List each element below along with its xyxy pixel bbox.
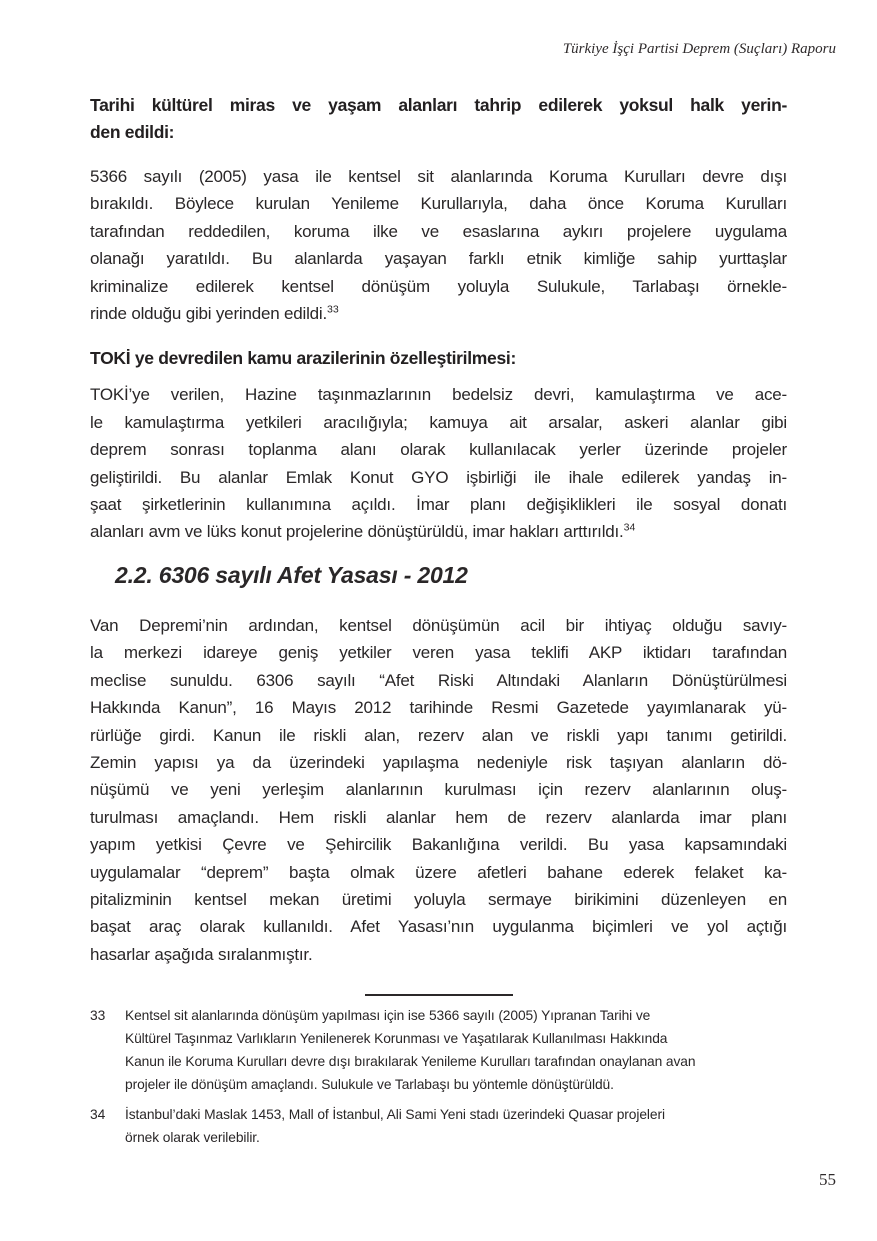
text-line: 5366 sayılı (2005) yasa ile kentsel sit alanlarında Koruma Kurulları devre dışı (90, 167, 787, 186)
para-van-depremi-afet-yasasi (90, 612, 787, 968)
text-line: kriminalize edilerek kentsel dönüşüm yoluyla Sulukule, Tarlabaşı örnekle- (90, 276, 787, 296)
text-line: hasarlar aşağıda sıralanmıştır. (90, 944, 313, 964)
para-5366-yasa (90, 163, 787, 327)
text-line: rürlüğe girdi. Kanun ile riskli alan, rezerv alan ve riskli yapı tanımı getirildi. (90, 725, 787, 745)
running-header: Türkiye İşçi Partisi Deprem (Suçları) Raporu (562, 41, 836, 57)
footnote-ref: 34 (623, 521, 636, 534)
text-line: deprem sonrası toplanma alanı olarak kullanılacak yerler üzerinde projeler (90, 440, 787, 460)
page-content (90, 0, 787, 1150)
body-blocks (90, 92, 787, 968)
footnote-33 (90, 1005, 787, 1096)
footnote-line: Kültürel Taşınmaz Varlıkların Yenilenerek Korunması ve Yaşatılarak Kullanılması Hakkında (125, 1030, 668, 1046)
footnote-line: İstanbul’daki Maslak 1453, Mall of İstanbul, Ali Sami Yeni stadı üzerindeki Quasar projeleri (125, 1107, 665, 1123)
text-line: şaat şirketlerinin kullanımına açıldı. İmar planı değişiklikleri ile sosyal donatı (90, 495, 787, 515)
text-line: nüşümü ve yeni yerleşim alanlarının kurulması için rezerv alanlarının oluş- (90, 780, 787, 800)
text-line: TOKİ’ye verilen, Hazine taşınmazlarının bedelsiz devri, kamulaştırma ve ace- (90, 385, 787, 405)
text-line: Zemin yapısı ya da üzerindeki yapılaşma nedeniyle risk taşıyan alanların dö- (90, 752, 787, 772)
text-line: turulması amaçlandı. Hem riskli alanlar hem de rezerv alanlarda imar planı (90, 807, 787, 827)
text-line: Hakkında Kanun”, 16 Mayıs 2012 tarihinde Resmi Gazetede yayımlanarak yü- (90, 698, 787, 718)
text-line: Van Depremi’nin ardından, kentsel dönüşümün acil bir ihtiyaç olduğu savıy- (90, 615, 787, 635)
para-toki-hazine (90, 381, 787, 545)
text-line: le kamulaştırma yetkileri aracılığıyla; kamuya ait arsalar, askeri alanlar gibi (90, 412, 787, 432)
section-2-2-afet-yasasi-2012 (90, 558, 787, 592)
text-line: başat araç olarak kullanıldı. Afet Yasası’nın uygulanma biçimleri ve yol açtığı (90, 917, 787, 937)
footnote-line: projeler ile dönüşüm amaçlandı. Sulukule ve Tarlabaşı bu yöntemle dönüştürüldü. (125, 1076, 614, 1092)
text-line: uygulamalar “deprem” başta olmak üzere afetleri bahane ederek felaket ka- (90, 862, 787, 882)
heading-tarihi-kulturel-miras (90, 92, 787, 146)
text-line: 2.2. 6306 sayılı Afet Yasası - 2012 (115, 561, 468, 588)
footnote-ref: 33 (327, 303, 339, 316)
text-line: olanağı yaratıldı. Bu alanlarda yaşayan farklı etnik kimliğe sahip yurttaşlar (90, 249, 787, 269)
text-line: la merkezi idareye geniş yetkiler veren yasa teklifi AKP iktidarı tarafından (90, 643, 787, 663)
text-line: pitalizminin kentsel mekan üretimi yoluyla sermaye birikimini düzenleyen en (90, 889, 787, 909)
page-number: 55 (819, 1170, 836, 1189)
heading-toki-kamu-arazileri (90, 345, 787, 372)
footnote-34 (90, 1104, 787, 1150)
text-line: meclise sunuldu. 6306 sayılı “Afet Riski Altındaki Alanların Dönüştürülmesi (90, 670, 787, 690)
text-line: Tarihi kültürel miras ve yaşam alanları tahrip edilerek yoksul halk yerin- (90, 95, 787, 115)
text-line: bırakıldı. Böylece kurulan Yenileme Kurullarıyla, daha önce Koruma Kurulları (90, 194, 787, 214)
text-line: geliştirildi. Bu alanlar Emlak Konut GYO işbirliği ile ihale edilerek yandaş in- (90, 467, 787, 487)
text-line: yapım yetkisi Çevre ve Şehircilik Bakanlığına verildi. Bu yasa kapsamındaki (90, 835, 787, 855)
footnotes (90, 1005, 787, 1150)
text-line: TOKİ ye devredilen kamu arazilerinin özelleştirilmesi: (90, 348, 517, 369)
footnote-line: Kanun ile Koruma Kurulları devre dışı bırakılarak Yenileme Kurulları tarafından onaylanan avan (125, 1053, 696, 1069)
text-line: tarafından reddedilen, koruma ilke ve esaslarına aykırı projelere uygulama (90, 221, 787, 241)
footnote-line: örnek olarak verilebilir. (125, 1130, 260, 1146)
text-line: rinde olduğu gibi yerinden edildi.$^{33}$ (90, 303, 339, 324)
footnote-number: 33 (90, 1008, 106, 1024)
text-line: alanları avm ve lüks konut projelerine dönüştürüldü, imar hakları arttırıldı.$^{34}$ (90, 521, 636, 542)
text-line: den edildi: (90, 122, 175, 142)
footnote-separator (365, 994, 513, 996)
footnote-number: 34 (90, 1107, 106, 1123)
footnote-line: Kentsel sit alanlarında dönüşüm yapılması için ise 5366 sayılı (2005) Yıpranan Tarihi ve (125, 1008, 651, 1024)
